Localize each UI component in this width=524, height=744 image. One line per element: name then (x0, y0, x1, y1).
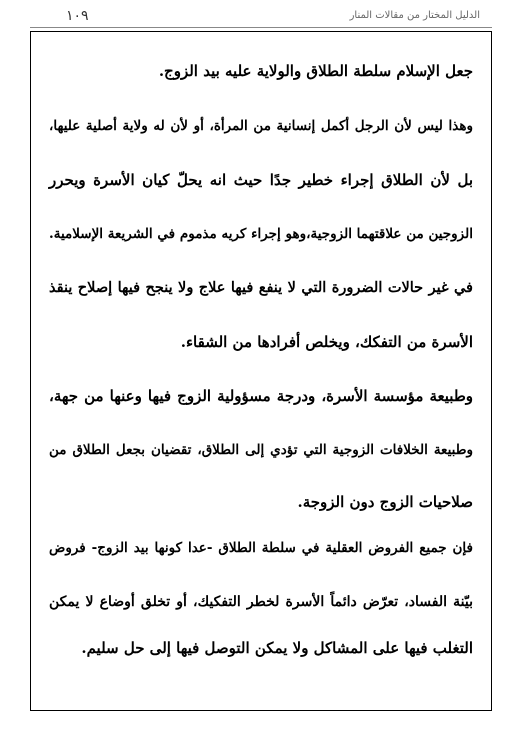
text-line-5: في غير حالات الضرورة التي لا ينفع فيها علاج ولا ينجح فيها إصلاح ينقذ (49, 279, 473, 296)
text-line-8: وطبيعة الخلافات الزوجية التي تؤدي إلى الطلاق، تقضيان بجعل الطلاق من (49, 442, 473, 458)
text-frame (30, 31, 492, 711)
text-line-4: الزوجين من علاقتهما الزوجية،وهو إجراء كريه مذموم في الشريعة الإسلامية. (49, 226, 473, 242)
text-line-1: جعل الإسلام سلطة الطلاق والولاية عليه بيد الزوج. (158, 62, 473, 80)
header-rule (30, 27, 492, 28)
text-line-10: فإن جميع الفروض العقلية في سلطة الطلاق -عدا كونها بيد الزوج- فروض (49, 540, 473, 556)
page-number: ١٠٩ (66, 8, 89, 24)
text-line-3: بل لأن الطلاق إجراء خطير جدًا حيث انه يحلّ كيان الأسرة ويحرر (49, 171, 473, 189)
text-line-7: وطبيعة مؤسسة الأسرة، ودرجة مسؤولية الزوج فيها وعنها من جهة، (49, 387, 473, 405)
running-title: الدليل المختار من مقالات المنار (349, 10, 480, 21)
text-line-6: الأسرة من التفكك، ويخلص أفرادها من الشقاء. (180, 333, 473, 351)
text-line-11: بيّنة الفساد، تعرّض دائماً الأسرة لخطر التفكيك، أو تخلق أوضاع لا يمكن (49, 594, 473, 610)
text-line-2: وهذا ليس لأن الرجل أكمل إنسانية من المرأة، أو لأن له ولاية أصلية عليها، (49, 118, 473, 134)
text-line-12: التغلب فيها على المشاكل ولا يمكن التوصل فيها إلى حل سليم. (81, 639, 473, 657)
page-header (30, 6, 486, 26)
text-line-9: صلاحيات الزوج دون الزوجة. (297, 493, 473, 511)
